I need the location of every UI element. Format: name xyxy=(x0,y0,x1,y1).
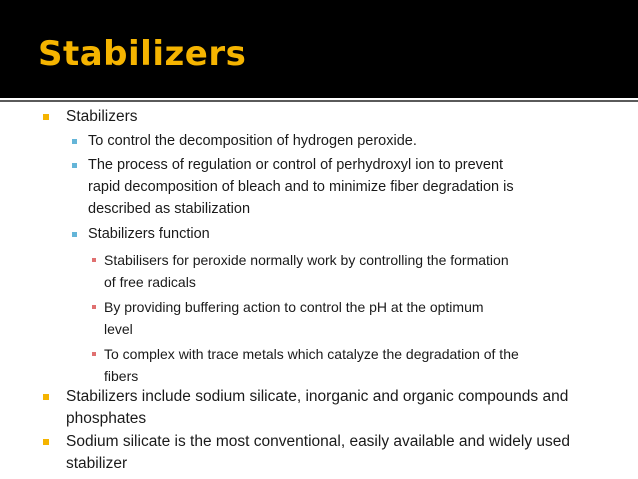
bullet-marker-level3 xyxy=(92,305,96,309)
bullet-text: Stabilizers function xyxy=(88,226,210,242)
bullet-text: described as stabilization xyxy=(88,201,251,217)
bullet-text: To complex with trace metals which catalyze the degradation of the xyxy=(104,346,519,362)
title-bar xyxy=(0,0,638,98)
bullet-text: Stabilizers xyxy=(66,108,138,125)
bullet-marker-level3 xyxy=(92,352,96,356)
bullet-marker-level2 xyxy=(72,139,77,144)
bullet-marker-level1 xyxy=(43,439,49,445)
bullet-marker-level3 xyxy=(92,258,96,262)
bullet-text: stabilizer xyxy=(66,455,128,472)
bullet-text: Stabilisers for peroxide normally work by controlling the formation xyxy=(104,252,509,268)
bullet-text: rapid decomposition of bleach and to minimize fiber degradation is xyxy=(88,179,514,195)
slide-title: Stabilizers xyxy=(38,34,247,74)
title-divider xyxy=(0,100,638,102)
bullet-text: The process of regulation or control of perhydroxyl ion to prevent xyxy=(88,157,504,173)
bullet-text: Sodium silicate is the most conventional, easily available and widely used xyxy=(66,433,571,450)
bullet-marker-level2 xyxy=(72,163,77,168)
bullet-text: fibers xyxy=(104,368,139,384)
bullet-marker-level2 xyxy=(72,232,77,237)
bullet-text: By providing buffering action to control the pH at the optimum xyxy=(104,299,484,315)
bullet-text: To control the decomposition of hydrogen peroxide. xyxy=(88,133,417,149)
bullet-marker-level1 xyxy=(43,394,49,400)
bullet-text: Stabilizers include sodium silicate, inorganic and organic compounds and xyxy=(66,388,569,405)
bullet-marker-level1 xyxy=(43,114,49,120)
bullet-text: of free radicals xyxy=(104,274,196,290)
bullet-text: phosphates xyxy=(66,410,147,427)
bullet-text: level xyxy=(104,321,133,337)
